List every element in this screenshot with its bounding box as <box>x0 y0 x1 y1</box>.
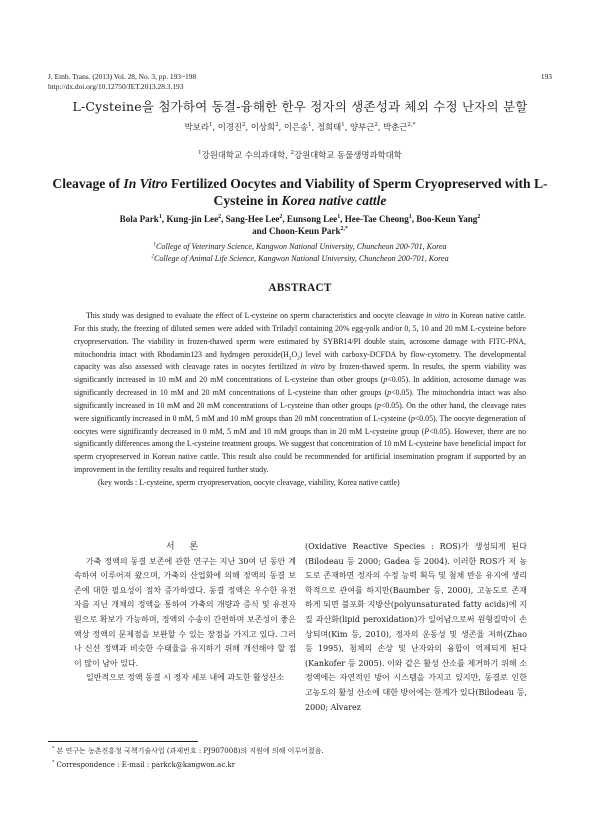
affiliation-2: $^2$College of Animal Life Science, Kangwon National University, Chuncheon 200-701, Korea <box>151 253 449 263</box>
correspondence-footnote: * Correspondence : E-mail : parkck@kangwon.ac.kr <box>52 760 236 769</box>
doi-link[interactable]: http://dx.doi.org/10.12750/JET.2013.28.3.193 <box>48 82 184 91</box>
korean-authors: 박보라$^1$, 이경진$^2$, 이상희$^2$, 이은송$^1$, 정희태$^1$, 양부근$^2$, 박춘근$^{2,*}$ <box>184 122 416 132</box>
english-affiliations <box>40 241 560 265</box>
english-author: Bola Park$^1$, <box>119 213 167 224</box>
footnote-divider <box>48 741 198 742</box>
keywords: (key words : L-cysteine, sperm cryopreservation, oocyte cleavage, viability, Korea native cattle) <box>98 477 400 487</box>
korean-title: L-Cysteine을 첨가하여 동결-융해한 한우 정자의 생존성과 체외 수정 난자의 분할 <box>72 99 528 114</box>
korean-author: 이은송$^1$ <box>283 122 312 132</box>
korean-author: 박춘근$^{2,*}$ <box>383 122 416 132</box>
affiliation-1: $^1$College of Veterinary Science, Kangwon National University, Chuncheon 200-701, Korea <box>153 241 447 251</box>
body-column-right <box>305 540 527 715</box>
english-author: Eunsong Lee$^1$, <box>286 213 345 224</box>
funding-footnote: * 본 연구는 농촌진흥청 국책기술사업 (과제번호 : PJ907008)의 지원에 의해 이루어졌음. <box>52 746 324 755</box>
english-title: Cleavage of In Vitro Fertilized Oocytes and Viability of Sperm Cryopreserved with L-Cysteine in Korea native cattle <box>52 176 548 208</box>
english-author: Sang-Hee Lee$^2$, <box>225 213 287 224</box>
journal-header <box>48 72 196 92</box>
abstract-text: This study was designed to evaluate the effect of L-cysteine on sperm characteristics and oocyte cleavage in vitro in Korean native cattle. For this study, the freezing of diluted semen were added with Triladyl containing 20% egg-yolk and/or 0, 5, 10 and 20 mM L-cysteine before cryopreservation. The viability in frozen-thawed sperm were estimated by SYBR14/PI double stain, acrosome damage with FITC-PNA, mitochondria intact with Rhodamin123 and hydrogen $peroxide(H_2O_2)$ level with carboxy-DCFDA by flow-cytometry. The developmental capacity was also assessed with cleavage rates in oocytes fertilized in vitro by frozen-thawed sperm. In results, the sperm viability was significantly increased in 10 mM and 20 mM concentrations of L-cysteine than other groups (p<0.05). In addition, acrosome damage was significantly decreased in 10 mM and 20 mM concentrations of L-cysteine than other groups (p<0.05). The mitochondria intact was also significantly increased in 10 mM and 20 mM concentrations of L-cysteine than other groups (p<0.05). On the other hand, the cleavage rates were significantly increased in 0 mM, 5 mM and 10 mM groups than 20 mM concentration of L-cysteine (p<0.05). The oocyte degeneration of oocytes were significantly decreased in 0 mM, 5 mM and 10 mM groups than in 20 mM L-cysteine group (P<0.05). However, there are no significantly differences among the L-cysteine treatment groups. We suggest that concentration of 10 mM L-cysteine have beneficial impact for sperm cryopreserved in Korean native cattle. This result also could be recommended for artificial insemination program if supported by an improvement in the fertility results and required further study. <box>74 311 526 475</box>
body-column-left <box>74 540 296 686</box>
intro-paragraph-continued: (Oxidative Reactive Species : ROS)가 생성되게 된다(Bilodeau 등 2000; Gadea 등 2004). 이러한 ROS가 저 농도로 존재하면 정자의 수정 능력 획득 및 첨체 반응 유지에 생리학적으로 관여를 하지만(Baumber 등, 2000), 고농도로 존재하게 되면 불포화 지방산(polyunsaturated fatty acids)에 지질 과산화(lipid peroxidation)가 일어남으로써 원형질막이 손상되며(Kim 등, 2010), 정자의 운동성 및 생존율 저하(Zhao 등 1995), 첨체의 손상 및 난자와의 융합이 억제되게 된다(Kankofer 등 2005). 이와 같은 활성 산소를 제거하기 위해 소 정액에는 자연적인 방어 시스템을 가지고 있지만, 동결로 인한 고농도의 활성 산소에 대한 방어에는 한계가 있다(Bilodeau 등, 2000; Alvarez <box>305 542 527 712</box>
section-heading-introduction: 서 론 <box>165 542 205 552</box>
korean-author: 박보라$^1$ <box>184 122 213 132</box>
korean-affiliations: $^1$강원대학교 수의과대학, $^2$강원대학교 동물생명과학대학 <box>198 150 402 160</box>
english-authors <box>40 213 560 237</box>
korean-author: 이경진$^2$ <box>217 122 246 132</box>
abstract-heading: ABSTRACT <box>268 282 332 294</box>
intro-paragraph-1: 가축 정액의 동결 보존에 관한 연구는 지난 30여 년 동안 계속하여 이루어져 왔으며, 가축의 산업화에 의해 정액의 동결 보존에 대한 필요성이 점차 증가하였다. 동결 정액은 우수한 유전자를 지닌 개체의 정액을 통하여 가축의 개량과 증식 및 유전자원으로 확보가 가능하며, 정액의 수송이 간편하며 보존성이 좋은 액상 정액의 문제점을 보완할 수 있는 장점을 가지고 있다. 그러나 신선 정액과 비슷한 수태율을 유지하기 위해 개선해야 할 점이 많이 남아 있다. <box>74 556 296 668</box>
korean-author: 양부근$^2$ <box>350 122 378 132</box>
korean-author: 정희태$^1$ <box>316 122 345 132</box>
english-author: Boo-Keun Yang$^2$ <box>416 213 481 224</box>
english-author: Hee-Tae Cheong$^1$, <box>344 213 417 224</box>
page-number: 193 <box>540 72 552 81</box>
journal-citation: J. Emb. Trans. (2013) Vol. 28, No. 3, pp. 193~198 <box>48 72 197 81</box>
english-author: Kung-jin Lee$^2$, <box>166 213 226 224</box>
abstract-body <box>74 310 526 490</box>
korean-author: 이상희$^2$ <box>250 122 279 132</box>
intro-paragraph-2: 일반적으로 정액 동결 시 정자 세포 내에 과도한 활성산소 <box>86 673 285 683</box>
english-author: and Choon-Keun Park$^{2,*}$ <box>252 225 348 236</box>
